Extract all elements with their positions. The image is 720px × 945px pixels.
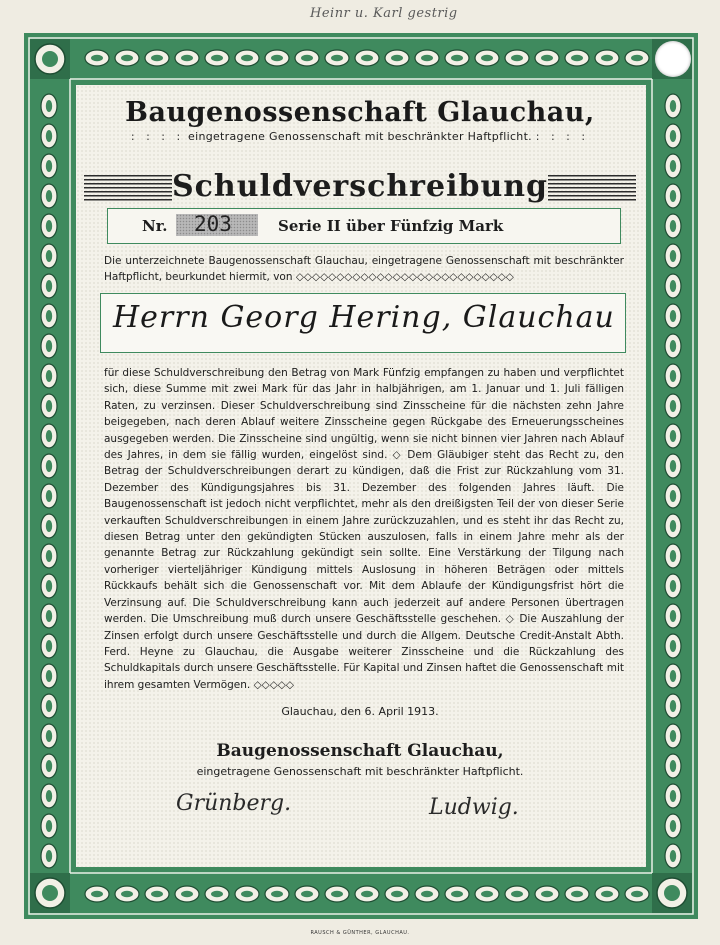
terms-text: für diese Schuldverschreibung den Betrag von Mark Fünfzig empfangen zu haben und verpflichtet sich, diese Summe mit zwei Mark für das Jahr in halbjährigen, am 1. Januar und 1. Juli fälligen Raten, zu verzinsen. Dieser Schuldverschreibung sind Zinsscheine für die nächsten zehn Jahre beigegeben, nach deren Ablauf weitere Zinsscheine gegen Rückgabe des Erneuerungsscheines ausgegeben werden. Die Zinsscheine sind ungültig, wenn sie nicht binnen vier Jahren nach Ablauf des Jahres, in dem sie fällig wurden, eingelöst sind. ◇ Dem Gläubiger steht das Recht zu, den Betrag der Schuldverschreibungen derart zu kündigen, daß die Frist zur Rückzahlung vom 31. Dezember des Kündigungsjahres bis 31. Dezember des folgenden Jahres läuft. Die Baugenossenschaft ist jedoch nicht verpflichtet, mehr als den dreißigsten Teil der von dieser Serie verkauften Schuldverschreibungen in einem Jahre zurückzuzahlen, und es steht ihr das Recht zu, diesen Betrag unter den gekündigten Stücken auszulosen, falls in einem Jahre mehr als der genannte Betrag zur Rückzahlung gekündigt sein sollte. Eine Verstärkung der Tilgung nach vorheriger vierteljähriger Kündigung mittels Auslosung in höheren Beträgen oder mittels Rückkaufs behält sich die Genossenschaft vor. Mit dem Ablaufe der Kündigungsfrist hört die Verzinsung auf. Die Schuldverschreibung kann auch jederzeit auf andere Personen übertragen werden. Die Umschreibung muß durch unsere Geschäftsstelle geschehen. ◇ Die Auszahlung der Zinsen erfolgt durch unsere Geschäftsstelle und durch die Allgem. Deutsche Credit-Anstalt Abth. Ferd. Heyne zu Glauchau, die Ausgabe weiterer Zinsscheine und die Rückzahlung des Schuldkapitals durch unsere Geschäftsstelle. Für Kapital und Zinsen haftet die Genossenschaft mit ihrem gesamten Vermögen. ◇◇◇◇◇ [104,367,624,691]
border-link-core [46,340,52,352]
border-link-core [511,55,523,61]
border-link-core [46,430,52,442]
border-link-core [151,55,163,61]
border-link-core [181,891,193,897]
border-link-core [331,891,343,897]
border-link-core [670,310,676,322]
border-link-core [670,520,676,532]
border-link-core [46,400,52,412]
subtitle-dots-right: : : : : [535,130,590,143]
title-row [76,169,644,209]
border-link-core [421,891,433,897]
border-link-core [181,55,193,61]
number-label: Nr. [142,217,168,235]
border-link-core [46,790,52,802]
border-link-core [91,55,103,61]
border-link-core [670,610,676,622]
border-link-core [241,55,253,61]
corner-rosette-core [42,885,58,901]
border-link-core [670,190,676,202]
border-link-core [361,891,373,897]
border-link-core [670,760,676,772]
border-link-core [670,280,676,292]
signatory-organization: Baugenossenschaft Glauchau, [216,741,504,761]
border-link-core [46,460,52,472]
number-value: 203 [194,212,232,236]
border-link-core [46,370,52,382]
border-link-core [271,891,283,897]
border-link-core [511,891,523,897]
border-link-core [46,220,52,232]
company-title: Baugenossenschaft Glauchau, [125,97,595,128]
border-link-core [46,550,52,562]
intro-fill: ◇◇◇◇◇◇◇◇◇◇◇◇◇◇◇◇◇◇◇◇◇◇◇◇◇◇◇ [295,271,514,283]
border-link-core [481,55,493,61]
border-link-core [46,700,52,712]
border-link-core [361,55,373,61]
border-link-core [670,730,676,742]
border-link-core [46,730,52,742]
border-link-core [151,891,163,897]
border-link-core [211,891,223,897]
border-link-core [571,891,583,897]
border-link-core [670,460,676,472]
header-panel [76,85,644,157]
border-link-core [670,580,676,592]
subtitle-text: eingetragene Genossenschaft mit beschränkter Haftpflicht. [188,130,532,143]
border-link-core [46,250,52,262]
border-link-core [670,670,676,682]
border-link-core [241,891,253,897]
company-subtitle [76,130,644,143]
holder-name-box [100,293,626,353]
intro-text [104,253,624,285]
border-link-core [46,280,52,292]
border-link-core [670,130,676,142]
border-link-core [46,580,52,592]
border-link-core [670,550,676,562]
border-link-core [271,55,283,61]
border-link-core [631,891,643,897]
annotation: Heinr u. Karl gestrig [310,6,458,21]
corner-rosette-core [42,51,58,67]
border-link-core [670,820,676,832]
border-link-core [46,610,52,622]
border-link-core [46,310,52,322]
border-link-core [670,250,676,262]
border-link-core [121,55,133,61]
printer-imprint: RAUSCH & GÜNTHER, GLAUCHAU. [310,930,410,936]
border-link-core [670,340,676,352]
border-link-core [46,850,52,862]
border-link-core [670,100,676,112]
border-link-core [331,55,343,61]
border-link-core [391,55,403,61]
document-title: Schuldverschreibung [171,169,549,204]
place-date: Glauchau, den 6. April 1913. [281,705,439,718]
border-link-core [670,160,676,172]
border-link-core [670,490,676,502]
number-box [107,208,621,244]
border-link-core [211,55,223,61]
title-rule-right [548,175,636,203]
border-link-core [481,891,493,897]
border-link-core [46,640,52,652]
holder-name: Herrn Georg Hering, Glauchau [113,300,615,335]
border-link-core [91,891,103,897]
border-link-core [301,891,313,897]
border-link-core [451,891,463,897]
intro-sentence: Die unterzeichnete Baugenossenschaft Glauchau, eingetragene Genossenschaft mit beschränkter Haftpflicht, beurkundet hiermit, von [104,255,624,283]
border-link-core [121,891,133,897]
signature-right: Ludwig. [429,795,519,820]
border-link-core [601,55,613,61]
border-link-core [670,850,676,862]
border-link-core [46,520,52,532]
border-link-core [46,100,52,112]
punch-hole [655,41,691,77]
border-link-core [670,700,676,712]
border-link-core [670,430,676,442]
series-text: Serie II über Fünfzig Mark [278,217,504,235]
border-link-core [670,370,676,382]
border-link-core [670,790,676,802]
signatory-subtitle: eingetragene Genossenschaft mit beschränkter Haftpflicht. [196,765,524,778]
border-link-core [46,820,52,832]
border-link-core [46,130,52,142]
border-link-core [541,891,553,897]
border-link-core [46,760,52,772]
border-link-core [541,55,553,61]
border-link-core [421,55,433,61]
subtitle-dots-left: : : : : [130,130,185,143]
corner-rosette-core [664,885,680,901]
border-link-core [670,400,676,412]
border-link-core [391,891,403,897]
border-link-core [601,891,613,897]
border-link-core [46,490,52,502]
signature-left: Grünberg. [176,791,292,816]
certificate-content [76,85,644,865]
border-link-core [46,670,52,682]
border-link-core [631,55,643,61]
border-link-core [571,55,583,61]
border-link-core [451,55,463,61]
border-link-core [670,220,676,232]
border-link-core [301,55,313,61]
border-link-core [46,160,52,172]
border-link-core [46,190,52,202]
border-link-core [670,640,676,652]
